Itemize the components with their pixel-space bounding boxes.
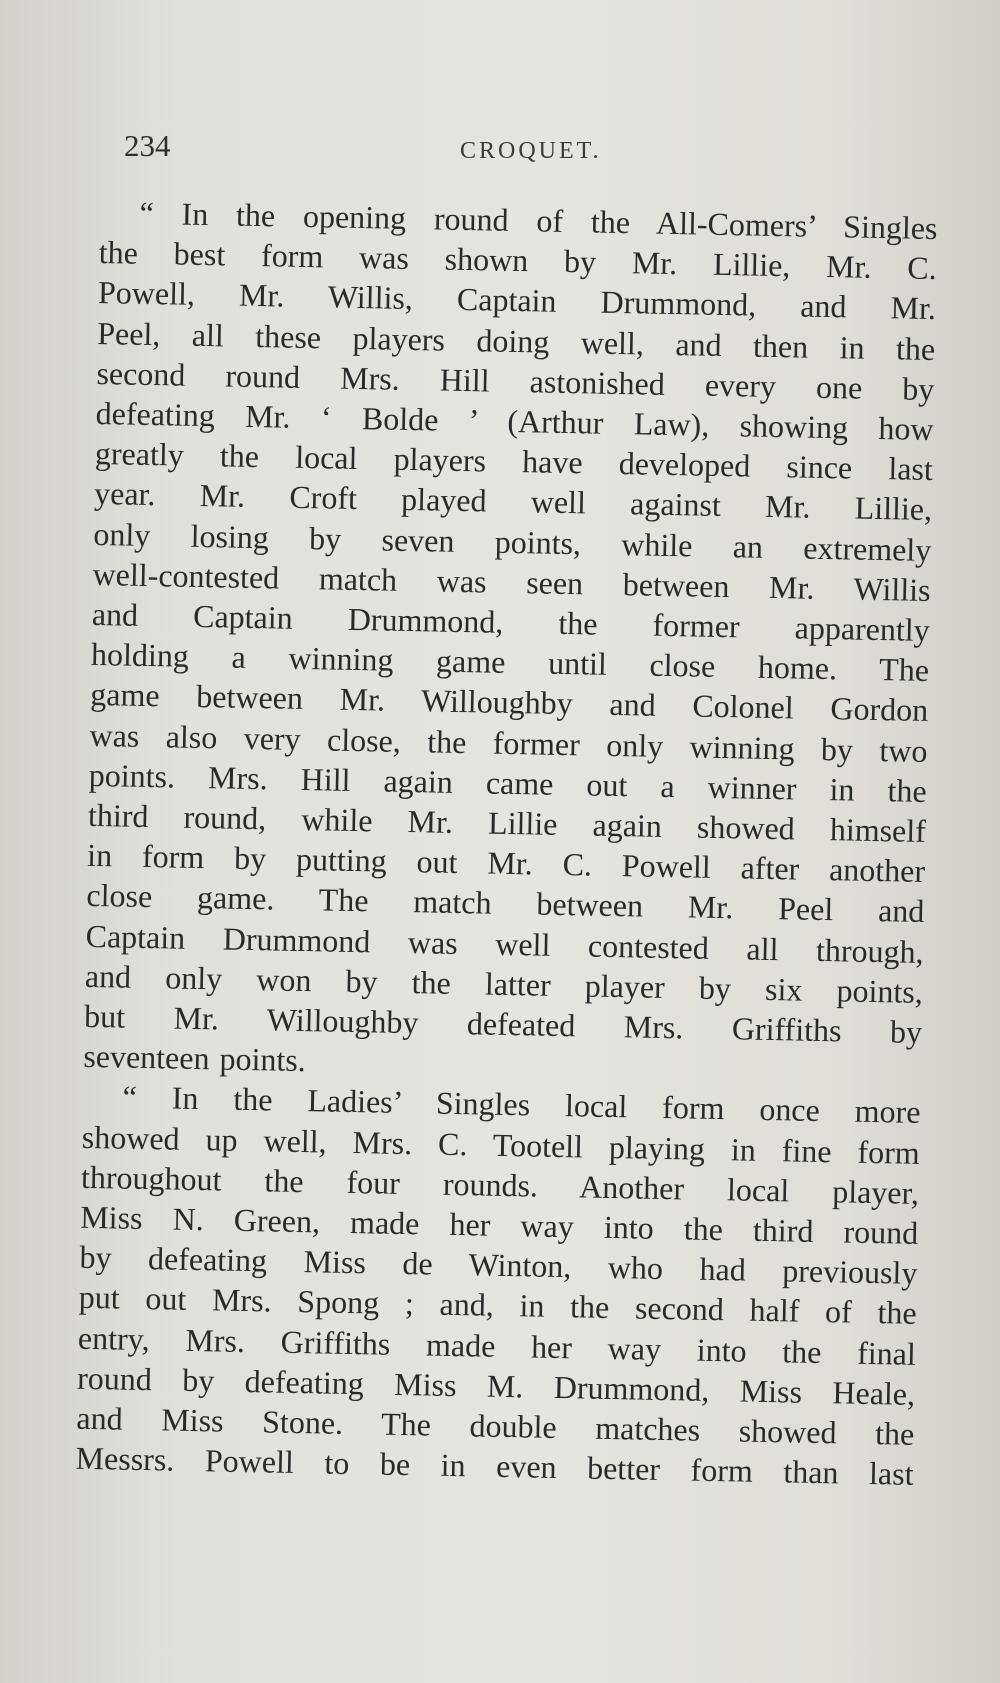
text-line: defeating Mr. ‘ Bolde ’ (Arthur Law), showing how bbox=[95, 394, 934, 448]
paragraph bbox=[75, 1076, 921, 1494]
text-line: and Captain Drummond, the former apparently bbox=[91, 595, 931, 649]
text-line: was also very close, the former only winning by two bbox=[89, 716, 928, 769]
text-line: and only won by the latter player by six points, bbox=[84, 957, 924, 1010]
text-line: the best form was shown by Mr. Lillie, Mr. C. bbox=[98, 234, 938, 287]
text-line: in form by putting out Mr. C. Powell after another bbox=[86, 837, 926, 890]
text-line: third round, while Mr. Lillie again showed himself bbox=[87, 796, 927, 850]
text-line: greatly the local players have developed since last bbox=[94, 435, 934, 488]
text-line: well-contested match was seen between Mr. Willis bbox=[92, 555, 931, 608]
text-line: second round Mrs. Hill astonished every one by bbox=[96, 354, 935, 407]
text-line: throughout the four rounds. Another local player, bbox=[80, 1158, 920, 1211]
text-line: points. Mrs. Hill again came out a winner in the bbox=[88, 756, 928, 809]
text-line: seventeen points. bbox=[83, 1038, 307, 1079]
text-line: round by defeating Miss M. Drummond, Miss Heale, bbox=[76, 1359, 916, 1412]
text-line: but Mr. Willoughby defeated Mrs. Griffiths by bbox=[83, 997, 923, 1050]
text-line: and Miss Stone. The double matches showed the bbox=[76, 1399, 915, 1452]
text-line: close game. The match between Mr. Peel and bbox=[86, 877, 925, 930]
text-line: Miss N. Green, made her way into the third round bbox=[79, 1198, 919, 1251]
text-line: by defeating Miss de Winton, who had previously bbox=[79, 1239, 918, 1292]
page-header bbox=[120, 128, 920, 168]
page-number: 234 bbox=[124, 128, 171, 163]
text-line: game between Mr. Willoughby and Colonel Gordon bbox=[90, 676, 929, 729]
text-line: “ In the Ladies’ Singles local form once more bbox=[122, 1079, 921, 1131]
text-line: holding a winning game until close home. The bbox=[90, 636, 930, 689]
text-line: Messrs. Powell to be in even better form than last bbox=[75, 1440, 914, 1493]
text-line: entry, Mrs. Griffiths made her way into the final bbox=[77, 1319, 917, 1372]
text-line: Captain Drummond was well contested all through, bbox=[85, 917, 924, 970]
text-line: “ In the opening round of the All-Comers’ Singles bbox=[139, 194, 938, 247]
paragraph bbox=[83, 192, 938, 1092]
text-line: showed up well, Mrs. C. Tootell playing in fine form bbox=[81, 1118, 921, 1171]
text-line: year. Mr. Croft played well against Mr. Lillie, bbox=[93, 475, 933, 528]
text-line: only losing by seven points, while an extremely bbox=[93, 515, 932, 568]
running-title: CROQUET. bbox=[460, 138, 602, 164]
text-line: put out Mrs. Spong ; and, in the second half of the bbox=[78, 1279, 917, 1332]
text-line: Powell, Mr. Willis, Captain Drummond, and Mr. bbox=[97, 274, 937, 327]
body-text bbox=[75, 192, 938, 1494]
text-line: Peel, all these players doing well, and then in the bbox=[96, 314, 936, 367]
